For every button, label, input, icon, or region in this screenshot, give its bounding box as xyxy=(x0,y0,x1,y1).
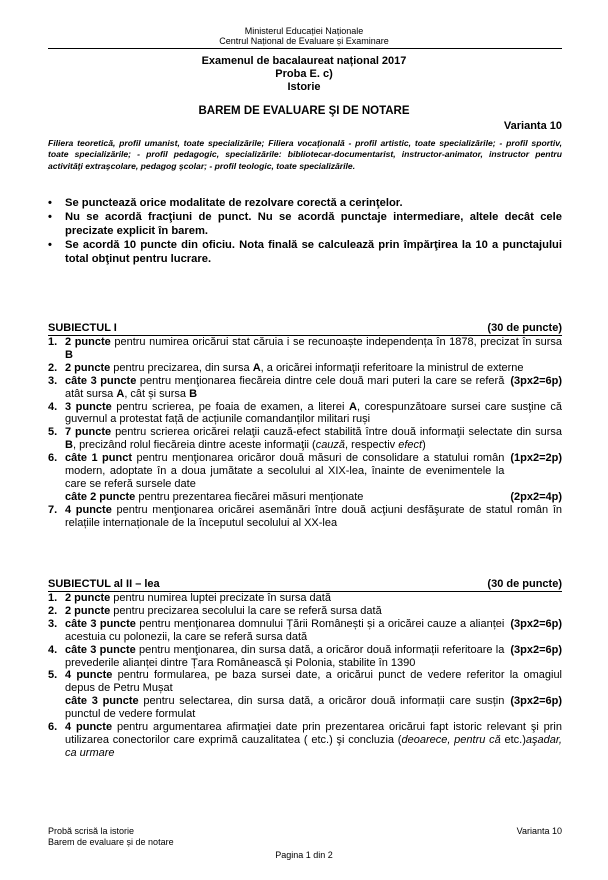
points-emphasis: B xyxy=(65,439,73,452)
item-line xyxy=(65,644,562,670)
subject-1-title: SUBIECTUL I xyxy=(48,322,117,334)
item-number: 5. xyxy=(48,669,58,682)
text-fragment: pentru menţionarea oricăror două măsuri de consolidare a statului român modern, adoptate în a doua jumătate a secolului al XIX-lea, înainte de evenimentele la care se referă sursele date xyxy=(65,452,505,490)
points-emphasis: câte 3 puncte xyxy=(65,617,136,630)
points-emphasis: 2 puncte xyxy=(65,592,111,604)
footer-variant: Varianta 10 xyxy=(516,826,562,836)
item-number: 1. xyxy=(48,592,58,604)
score-item xyxy=(48,336,562,362)
points-emphasis: B xyxy=(189,387,198,400)
text-fragment: pentru scrierea, pe foaia de examen, a literei xyxy=(111,400,350,413)
points-emphasis: 7 puncte xyxy=(65,426,112,439)
ministry-name: Ministerul Educației Naționale xyxy=(244,26,364,36)
text-fragment: pentru scrierea oricărei relaţii cauză-efect stabilită între două informaţii selectate din sursa xyxy=(111,426,562,439)
points-emphasis: 4 puncte xyxy=(65,721,113,734)
text-fragment: etc.) şi concluzia ( xyxy=(307,733,402,746)
score-formula: (3px2=6p) xyxy=(510,617,562,630)
score-item xyxy=(48,375,562,401)
subject-1-header xyxy=(48,322,562,336)
item-text xyxy=(65,401,562,427)
score-item xyxy=(48,504,562,530)
score-formula: (2px2=4p) xyxy=(510,490,562,503)
score-formula: (3px2=6p) xyxy=(510,643,562,656)
text-fragment: pentru numirea oricărui stat căruia i se recunoaște independența în 1878, precizat în sursa xyxy=(110,336,562,348)
item-text xyxy=(65,695,504,721)
points-emphasis: B xyxy=(65,348,73,361)
score-item xyxy=(48,605,562,618)
filiera-text: Filiera teoretică, profil umanist, toate specializările; Filiera vocaţională - profil artistic, toate specializările; - profil sportiv, toate specializările; - profil pedagogic, specializările: bibliotecar-documentarist, instructor-animator, instructor pentru activităţi extraşcolare, pedagog şcolar; - profil teologic, toate specializările. xyxy=(48,138,562,171)
points-emphasis: 2 puncte xyxy=(65,361,111,374)
item-line xyxy=(65,618,562,644)
item-number: 6. xyxy=(48,721,58,734)
subject-title: Istorie xyxy=(287,81,321,93)
footer-left-2: Barem de evaluare și de notare xyxy=(48,837,174,847)
item-number: 6. xyxy=(48,452,58,465)
points-emphasis: câte 3 puncte xyxy=(65,643,136,656)
points-emphasis: câte 2 puncte xyxy=(65,490,136,503)
text-fragment: pentru prezentarea fiecărei măsuri menționate xyxy=(135,490,364,503)
item-number: 4. xyxy=(48,643,58,656)
italic-term: deoarece, pentru că xyxy=(401,733,501,746)
points-emphasis: 3 puncte xyxy=(65,400,112,413)
item-text xyxy=(65,669,562,695)
text-fragment: , cât și sursa xyxy=(124,387,190,400)
text-fragment: pentru formularea, pe baza sursei date, a oricărui punct de vedere referitor la omagiul depus de Petru Mușat xyxy=(65,669,562,695)
item-line xyxy=(65,605,562,618)
item-number: 5. xyxy=(48,426,58,439)
score-item xyxy=(48,426,562,452)
test-title: Proba E. c) xyxy=(275,68,333,80)
header-divider xyxy=(48,48,562,49)
subject-2-header xyxy=(48,578,562,592)
item-text xyxy=(65,592,331,605)
item-text xyxy=(65,426,562,452)
subject-1-items xyxy=(48,336,562,530)
item-text xyxy=(65,375,504,401)
rule-item: • Se punctează orice modalitate de rezolvare corectă a cerinţelor. xyxy=(48,197,403,209)
text-fragment: pentru menţionarea, din sursa dată, a oricăror două informații referitoare la prevederile alianței dintre Țara Românească și Polonia, stabilite în 1390 xyxy=(65,643,505,669)
italic-term: efect xyxy=(398,439,423,452)
score-item xyxy=(48,618,562,644)
item-line xyxy=(65,491,562,504)
variant-label: Varianta 10 xyxy=(503,120,562,132)
item-number: 7. xyxy=(48,503,58,516)
item-line xyxy=(65,721,562,760)
points-emphasis: 4 puncte xyxy=(65,669,113,682)
subject-2-points: (30 de puncte) xyxy=(487,578,562,590)
text-fragment: pentru numirea luptei precizate în sursa dată xyxy=(110,592,331,604)
item-text xyxy=(65,452,504,491)
general-rules xyxy=(48,197,562,267)
barem-title: BAREM DE EVALUARE ŞI DE NOTARE xyxy=(198,105,410,117)
text-fragment: , precizând rolul fiecăreia dintre aceste informaţii ( xyxy=(72,439,316,452)
item-line xyxy=(65,504,562,530)
item-line xyxy=(65,401,562,427)
item-text xyxy=(65,336,562,362)
text-fragment: , respectiv xyxy=(345,439,399,452)
points-emphasis: A xyxy=(252,361,261,374)
text-fragment: , a oricărei informaţii referitoare la ministrul de externe xyxy=(260,361,524,374)
item-number: 2. xyxy=(48,604,58,617)
score-item xyxy=(48,401,562,427)
item-line xyxy=(65,452,562,491)
text-fragment: , corespunzătoare sursei care susţine că guvernul a protestat față de acțiunile comandanților militari ruși xyxy=(65,400,562,426)
text-fragment: ) xyxy=(422,439,426,452)
item-line xyxy=(65,695,562,721)
points-emphasis: câte 3 puncte xyxy=(65,374,137,387)
text-fragment: pentru selectarea, din sursa dată, a oricăror două informații care susțin punctul de vedere formulat xyxy=(65,695,505,721)
score-item xyxy=(48,362,562,375)
item-text xyxy=(65,504,562,530)
points-emphasis: A xyxy=(349,400,357,413)
item-number: 2. xyxy=(48,361,58,374)
points-emphasis: A xyxy=(116,387,125,400)
item-text xyxy=(65,605,382,618)
score-formula: (1px2=2p) xyxy=(510,452,562,465)
exam-title: Examenul de bacalaureat național 2017 xyxy=(201,55,407,67)
item-line xyxy=(65,426,562,452)
text-fragment: pentru menţionarea oricărei asemănări între două acţiuni desfăşurate de statul român în relațiile internaționale de la începutul secolului al XX-lea xyxy=(65,503,562,529)
item-text xyxy=(65,721,562,760)
subject-2-items xyxy=(48,592,562,760)
item-line xyxy=(65,375,562,401)
text-fragment: pentru argumentarea afirmaţiei date prin prezentarea oricărui fapt istoric relevant şi prin utilizarea conectorilor care exprimă cauzalitatea ( xyxy=(65,721,562,746)
score-formula: (3px2=6p) xyxy=(510,374,562,387)
rule-item: • Se acordă 10 puncte din oficiu. Nota finală se calculează prin împărţirea la 10 a punctajului total obţinut pentru lucrare. xyxy=(48,239,562,265)
text-fragment: etc.) xyxy=(500,733,526,746)
page-number: Pagina 1 din 2 xyxy=(275,850,333,860)
item-line xyxy=(65,362,562,375)
italic-term: cauză xyxy=(315,439,346,452)
score-item xyxy=(48,452,562,504)
item-line xyxy=(65,592,562,605)
points-emphasis: 4 puncte xyxy=(65,503,112,516)
item-number: 4. xyxy=(48,400,58,413)
subject-2-title: SUBIECTUL al II – lea xyxy=(48,578,160,590)
item-line xyxy=(65,336,562,362)
item-text xyxy=(65,362,524,375)
points-emphasis: 2 puncte xyxy=(65,604,111,617)
item-number: 1. xyxy=(48,336,58,348)
score-item xyxy=(48,721,562,760)
score-item xyxy=(48,644,562,670)
text-fragment: pentru menţionarea fiecăreia dintre cele două mari puteri la care se referă atât sursa xyxy=(65,374,505,400)
item-number: 3. xyxy=(48,617,58,630)
item-text xyxy=(65,491,363,504)
center-name: Centrul Național de Evaluare și Examinare xyxy=(219,36,389,46)
points-emphasis: câte 1 punct xyxy=(65,452,132,465)
item-line xyxy=(65,669,562,695)
score-item xyxy=(48,592,562,605)
italic-term: aşadar, ca urmare xyxy=(65,733,562,759)
item-text xyxy=(65,618,504,644)
footer-left-1: Probă scrisă la istorie xyxy=(48,826,135,836)
item-text xyxy=(65,644,504,670)
text-fragment: pentru menţionarea domnului Țării Românești și a oricărei cauze a alianței acestuia cu polonezii, la care se referă sursa dată xyxy=(65,617,505,643)
text-fragment: pentru precizarea, din sursa xyxy=(110,361,253,374)
item-number: 3. xyxy=(48,374,58,387)
points-emphasis: câte 3 puncte xyxy=(65,695,139,708)
score-formula: (3px2=6p) xyxy=(510,695,562,708)
rule-item: • Nu se acordă fracţiuni de punct. Nu se acordă punctaje intermediare, altele decât cele precizate explicit în barem. xyxy=(48,211,562,237)
score-item xyxy=(48,669,562,721)
subject-1-points: (30 de puncte) xyxy=(487,322,562,334)
points-emphasis: 2 puncte xyxy=(65,336,111,348)
text-fragment: pentru precizarea secolului la care se referă sursa dată xyxy=(110,604,382,617)
